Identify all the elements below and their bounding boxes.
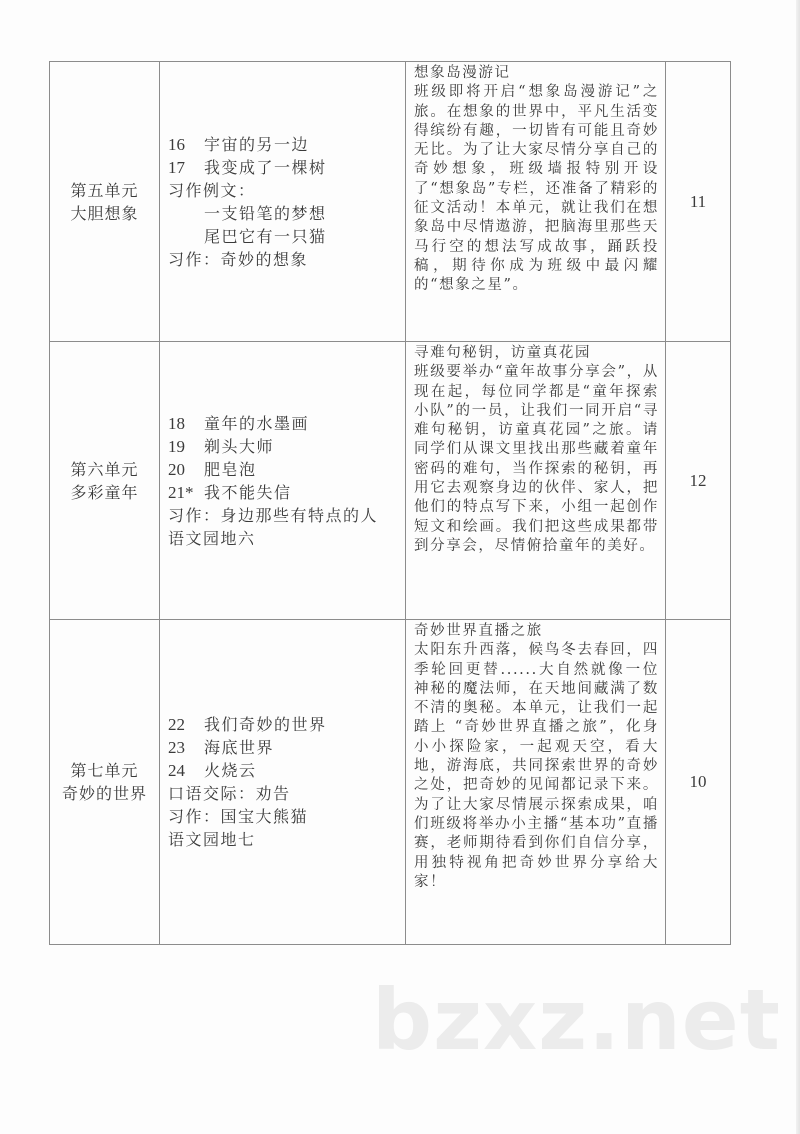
unit-cell (50, 342, 160, 620)
class-hours: 10 (666, 620, 731, 945)
lesson-number: 20 (168, 459, 185, 479)
task-description: 班级要举办“童年故事分享会”，从现在起，每位同学都是“童年探索小队”的一员，让我们一同开启“寻难句秘钥，访童真花园”之旅。请同学们从课文里找出那些藏着童年密码的难句，当作探索的秘钥，再用它去观察身边的伙伴、家人，把他们的特点写下来，小组一起创作短文和绘画。我们把这些成果都带到分享会，尽情俯拾童年的美好。 (414, 364, 659, 554)
lesson-item (168, 458, 405, 481)
task-description: 班级即将开启“想象岛漫游记”之旅。在想象的世界中，平凡生活变得缤纷有趣，一切皆有可能且奇妙无比。为了让大家尽情分享自己的奇妙想象，班级墙报特别开设了“想象岛”专栏，还准备了精彩的征文活动！本单元，就让我们在想象岛中尽情遨游，把脑海里那些天马行空的想法写成故事，踊跃投稿，期待你成为班级中最闪耀的“想象之星”。 (414, 84, 659, 294)
lesson-item (168, 713, 405, 736)
lesson-item (168, 736, 405, 759)
lesson-number: 19 (168, 436, 185, 456)
lesson-number: 22 (168, 715, 185, 734)
lesson-title: 火烧云 (204, 761, 257, 780)
lesson-title: 肥皂泡 (204, 459, 257, 479)
lesson-item (168, 435, 405, 458)
unit-number: 第五单元 (70, 180, 139, 200)
lesson-item (168, 412, 405, 435)
lesson-item: 习作：身边那些有特点的人 (168, 505, 379, 525)
lessons-cell (160, 62, 406, 342)
task-description: 太阳东升西落，候鸟冬去春回，四季轮回更替......大自然就像一位神秘的魔法师，在天地间藏满了数不清的奥秘。本单元，让我们一起踏上 “奇妙世界直播之旅”，化身小小探险家，一起观天空，看大地，游海底，共同探索世界的奇妙之处，把奇妙的见闻都记录下来。为了让大家尽情展示探索成果，咱们班级将举办小主播“基本功”直播赛，老师期待看到你们自信分享，用独特视角把奇妙世界分享给大家！ (414, 642, 659, 890)
lesson-item: 尾巴它有一只猫 (204, 226, 327, 246)
watermark: bzxz.net (372, 971, 781, 1069)
unit-cell (50, 62, 160, 342)
table-row-unit-6 (50, 342, 731, 620)
lesson-title: 童年的水墨画 (204, 413, 310, 433)
table-row-unit-7 (50, 620, 731, 945)
lesson-title: 我不能失信 (204, 482, 292, 502)
lesson-title: 我变成了一棵树 (204, 157, 327, 177)
lessons-cell (160, 342, 406, 620)
task-title: 寻难句秘钥，访童真花园 (414, 345, 592, 361)
lesson-title: 海底世界 (204, 738, 275, 757)
lesson-number: 18 (168, 413, 185, 433)
lesson-number: 21* (168, 482, 194, 502)
unit-number: 第七单元 (70, 761, 139, 780)
page-edge-shadow (796, 0, 800, 1134)
lesson-item (168, 133, 405, 156)
lesson-number: 23 (168, 738, 185, 757)
lesson-item: 习作：国宝大熊猫 (168, 807, 309, 826)
unit-number: 第六单元 (70, 459, 139, 479)
unit-theme: 奇妙的世界 (61, 784, 147, 803)
lesson-item: 口语交际：劝告 (168, 784, 291, 803)
lesson-item: 习作：奇妙的想象 (168, 249, 309, 269)
lesson-item (168, 759, 405, 782)
unit-theme: 大胆想象 (70, 203, 139, 223)
task-title: 想象岛漫游记 (414, 65, 511, 81)
lesson-item: 一支铅笔的梦想 (204, 203, 327, 223)
task-cell (406, 620, 666, 945)
task-title: 奇妙世界直播之旅 (414, 623, 543, 639)
table-row-unit-5 (50, 62, 731, 342)
lesson-title: 剃头大师 (204, 436, 275, 456)
lesson-number: 17 (168, 157, 185, 177)
lesson-item (168, 481, 405, 504)
class-hours: 12 (666, 342, 731, 620)
lesson-item (168, 156, 405, 179)
task-cell (406, 62, 666, 342)
lesson-title: 我们奇妙的世界 (204, 715, 327, 734)
unit-theme: 多彩童年 (70, 482, 139, 502)
lesson-item: 语文园地七 (168, 830, 256, 849)
class-hours: 11 (666, 62, 731, 342)
lesson-title: 宇宙的另一边 (204, 134, 310, 154)
unit-plan-table (49, 61, 731, 945)
task-cell (406, 342, 666, 620)
lessons-cell (160, 620, 406, 945)
lesson-item: 习作例文： (168, 180, 256, 200)
lesson-item: 语文园地六 (168, 528, 256, 548)
lesson-number: 16 (168, 134, 185, 154)
unit-cell (50, 620, 160, 945)
lesson-number: 24 (168, 761, 185, 780)
